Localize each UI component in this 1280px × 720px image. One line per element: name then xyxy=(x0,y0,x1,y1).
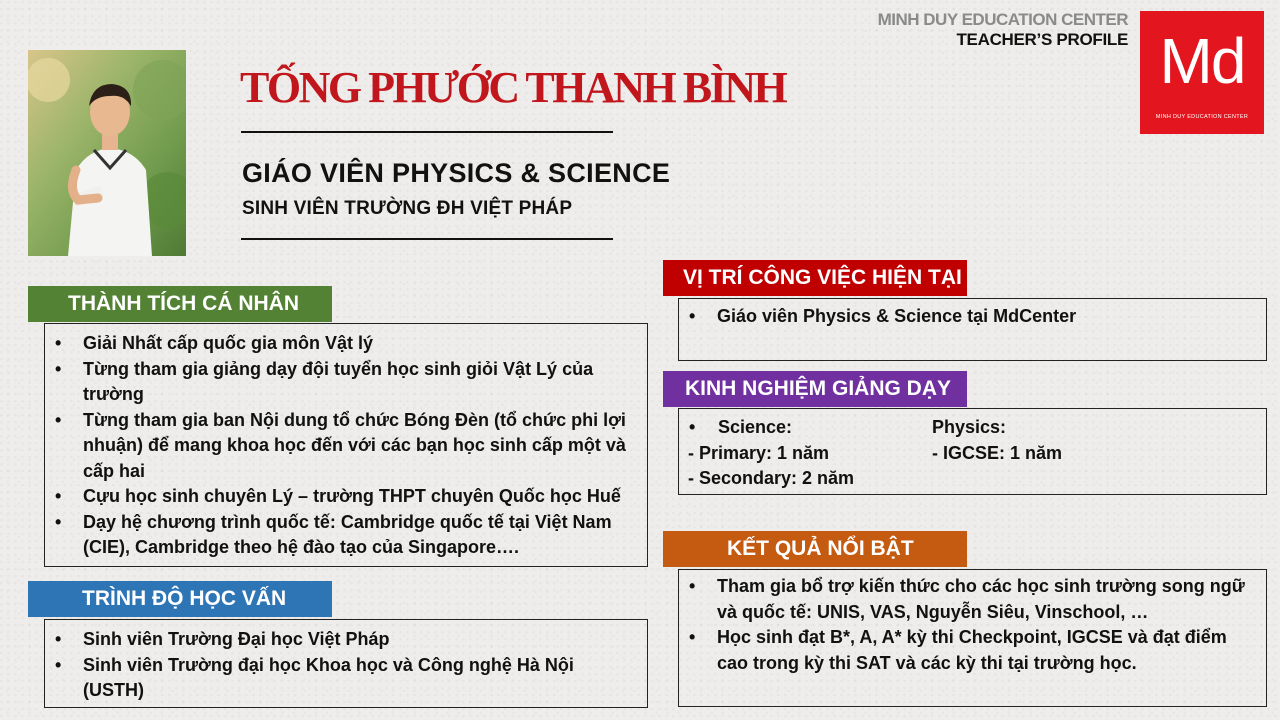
list-item: • Học sinh đạt B*, A, A* kỳ thi Checkpoint, IGCSE và đạt điểm cao trong kỳ thi SAT và các kỳ thi tại trường học. xyxy=(679,625,1248,676)
experience-header: KINH NGHIỆM GIẢNG DẠY xyxy=(663,371,967,407)
position-list xyxy=(679,304,1266,330)
center-logo xyxy=(1140,11,1264,134)
bullet-icon: • xyxy=(689,417,696,437)
list-item: • Sinh viên Trường đại học Khoa học và Công nghệ Hà Nội (USTH) xyxy=(45,653,639,704)
position-box xyxy=(678,298,1267,361)
logo-mark: Md xyxy=(1159,25,1245,97)
list-item: • Giáo viên Physics & Science tại MdCenter xyxy=(679,304,1266,330)
achievements-list xyxy=(45,331,647,561)
divider-top xyxy=(241,131,613,133)
results-list xyxy=(679,574,1266,676)
teacher-role: GIÁO VIÊN PHYSICS & SCIENCE xyxy=(242,158,671,188)
education-header: TRÌNH ĐỘ HỌC VẤN xyxy=(28,581,332,617)
list-item: • Từng tham gia ban Nội dung tổ chức Bóng Đèn (tổ chức phi lợi nhuận) để mang khoa học đến với các bạn học sinh cấp một và cấp hai xyxy=(45,408,639,485)
center-name: MINH DUY EDUCATION CENTER xyxy=(877,10,1128,29)
logo-subtext: MINH DUY EDUCATION CENTER xyxy=(1155,114,1249,120)
list-item: • Cựu học sinh chuyên Lý – trường THPT chuyên Quốc học Huế xyxy=(45,484,639,510)
primary-experience: - Primary: 1 năm xyxy=(688,443,830,463)
list-item: • Dạy hệ chương trình quốc tế: Cambridge quốc tế tại Việt Nam (CIE), Cambridge theo hệ đào tạo của Singapore…. xyxy=(45,510,639,561)
experience-box xyxy=(678,408,1267,495)
results-header: KẾT QUẢ NỔI BẬT xyxy=(663,531,967,567)
education-box xyxy=(44,619,648,708)
education-list xyxy=(45,627,647,704)
physics-label: Physics: xyxy=(932,417,1007,437)
teacher-name: TỐNG PHƯỚC THANH BÌNH xyxy=(240,63,786,112)
list-item: • Giải Nhất cấp quốc gia môn Vật lý xyxy=(45,331,639,357)
science-label: Science: xyxy=(718,417,793,437)
achievements-box xyxy=(44,323,648,567)
divider-bottom xyxy=(241,238,613,240)
achievements-header: THÀNH TÍCH CÁ NHÂN xyxy=(28,286,332,322)
list-item: • Sinh viên Trường Đại học Việt Pháp xyxy=(45,627,639,653)
igcse-experience: - IGCSE: 1 năm xyxy=(932,443,1063,463)
teacher-photo xyxy=(28,50,186,256)
profile-label: TEACHER’S PROFILE xyxy=(956,30,1128,49)
position-header: VỊ TRÍ CÔNG VIỆC HIỆN TẠI xyxy=(663,260,967,296)
teacher-school: SINH VIÊN TRƯỜNG ĐH VIỆT PHÁP xyxy=(242,198,573,219)
list-item: • Tham gia bổ trợ kiến thức cho các học sinh trường song ngữ và quốc tế: UNIS, VAS, Nguyễn Siêu, Vinschool, … xyxy=(679,574,1248,625)
list-item: • Từng tham gia giảng dạy đội tuyển học sinh giỏi Vật Lý của trường xyxy=(45,357,639,408)
results-box xyxy=(678,569,1267,707)
secondary-experience: - Secondary: 2 năm xyxy=(688,468,855,488)
